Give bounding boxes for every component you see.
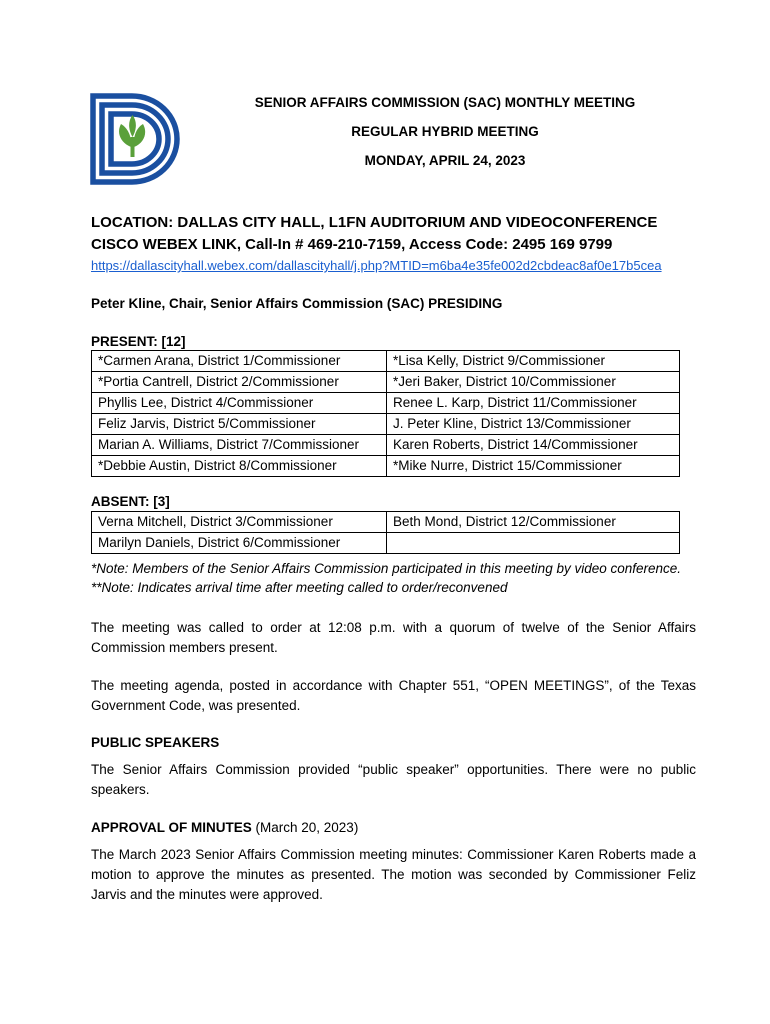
- table-row: [92, 512, 680, 533]
- table-cell: *Portia Cantrell, District 2/Commissioner: [92, 372, 387, 393]
- table-row: [92, 533, 680, 554]
- table-cell: Marilyn Daniels, District 6/Commissioner: [92, 533, 387, 554]
- table-row: [92, 351, 680, 372]
- minutes-heading-label: APPROVAL OF MINUTES: [91, 820, 252, 835]
- table-cell: Phyllis Lee, District 4/Commissioner: [92, 393, 387, 414]
- dallas-logo-icon: [90, 93, 180, 185]
- webex-call-in-line: CISCO WEBEX LINK, Call-In # 469-210-7159, Access Code: 2495 169 9799: [91, 236, 613, 253]
- table-cell: Verna Mitchell, District 3/Commissioner: [92, 512, 387, 533]
- table-cell: Feliz Jarvis, District 5/Commissioner: [92, 414, 387, 435]
- absent-heading: ABSENT: [3]: [91, 494, 170, 509]
- video-conference-note: *Note: Members of the Senior Affairs Commission participated in this meeting by video conference.: [91, 561, 682, 576]
- table-cell: Beth Mond, District 12/Commissioner: [387, 512, 680, 533]
- table-cell: *Debbie Austin, District 8/Commissioner: [92, 456, 387, 477]
- table-row: [92, 414, 680, 435]
- table-cell: Marian A. Williams, District 7/Commissioner: [92, 435, 387, 456]
- table-cell: *Lisa Kelly, District 9/Commissioner: [387, 351, 680, 372]
- table-row: [92, 393, 680, 414]
- present-heading: PRESENT: [12]: [91, 334, 186, 349]
- approval-of-minutes-paragraph: The March 2023 Senior Affairs Commission meeting minutes: Commissioner Karen Roberts made a motion to approve the minutes as presented. The motion was seconded by Commissioner Feliz Jarvis and the minutes were approved.: [91, 847, 696, 902]
- approval-of-minutes-heading: [91, 820, 358, 835]
- meeting-title: SENIOR AFFAIRS COMMISSION (SAC) MONTHLY MEETING: [254, 95, 636, 110]
- table-cell: *Mike Nurre, District 15/Commissioner: [387, 456, 680, 477]
- public-speakers-paragraph: The Senior Affairs Commission provided “public speaker” opportunities. There were no public speakers.: [91, 762, 696, 797]
- present-table: [91, 350, 680, 477]
- table-cell: [387, 533, 680, 554]
- meeting-date: MONDAY, APRIL 24, 2023: [364, 153, 526, 168]
- call-to-order-paragraph: The meeting was called to order at 12:08 p.m. with a quorum of twelve of the Senior Affairs Commission members present.: [91, 620, 696, 655]
- meeting-type: REGULAR HYBRID MEETING: [351, 124, 539, 139]
- table-cell: *Jeri Baker, District 10/Commissioner: [387, 372, 680, 393]
- webex-meeting-link[interactable]: https://dallascityhall.webex.com/dallascityhall/j.php?MTID=m6ba4e35fe002d2cbdeac8af0e17b5cea: [91, 258, 662, 273]
- absent-table: [91, 511, 680, 554]
- table-cell: J. Peter Kline, District 13/Commissioner: [387, 414, 680, 435]
- location-line: LOCATION: DALLAS CITY HALL, L1FN AUDITORIUM AND VIDEOCONFERENCE: [91, 214, 658, 231]
- arrival-time-note: **Note: Indicates arrival time after meeting called to order/reconvened: [91, 580, 508, 595]
- table-row: [92, 435, 680, 456]
- public-speakers-heading: PUBLIC SPEAKERS: [91, 735, 220, 750]
- table-cell: Renee L. Karp, District 11/Commissioner: [387, 393, 680, 414]
- table-cell: *Carmen Arana, District 1/Commissioner: [92, 351, 387, 372]
- presiding-chair: Peter Kline, Chair, Senior Affairs Commission (SAC) PRESIDING: [91, 296, 503, 311]
- agenda-paragraph: The meeting agenda, posted in accordance with Chapter 551, “OPEN MEETINGS”, of the Texas Government Code, was presented.: [91, 678, 696, 713]
- table-cell: Karen Roberts, District 14/Commissioner: [387, 435, 680, 456]
- table-row: [92, 456, 680, 477]
- table-row: [92, 372, 680, 393]
- dallas-city-logo: [90, 93, 180, 185]
- minutes-heading-date: (March 20, 2023): [251, 820, 359, 835]
